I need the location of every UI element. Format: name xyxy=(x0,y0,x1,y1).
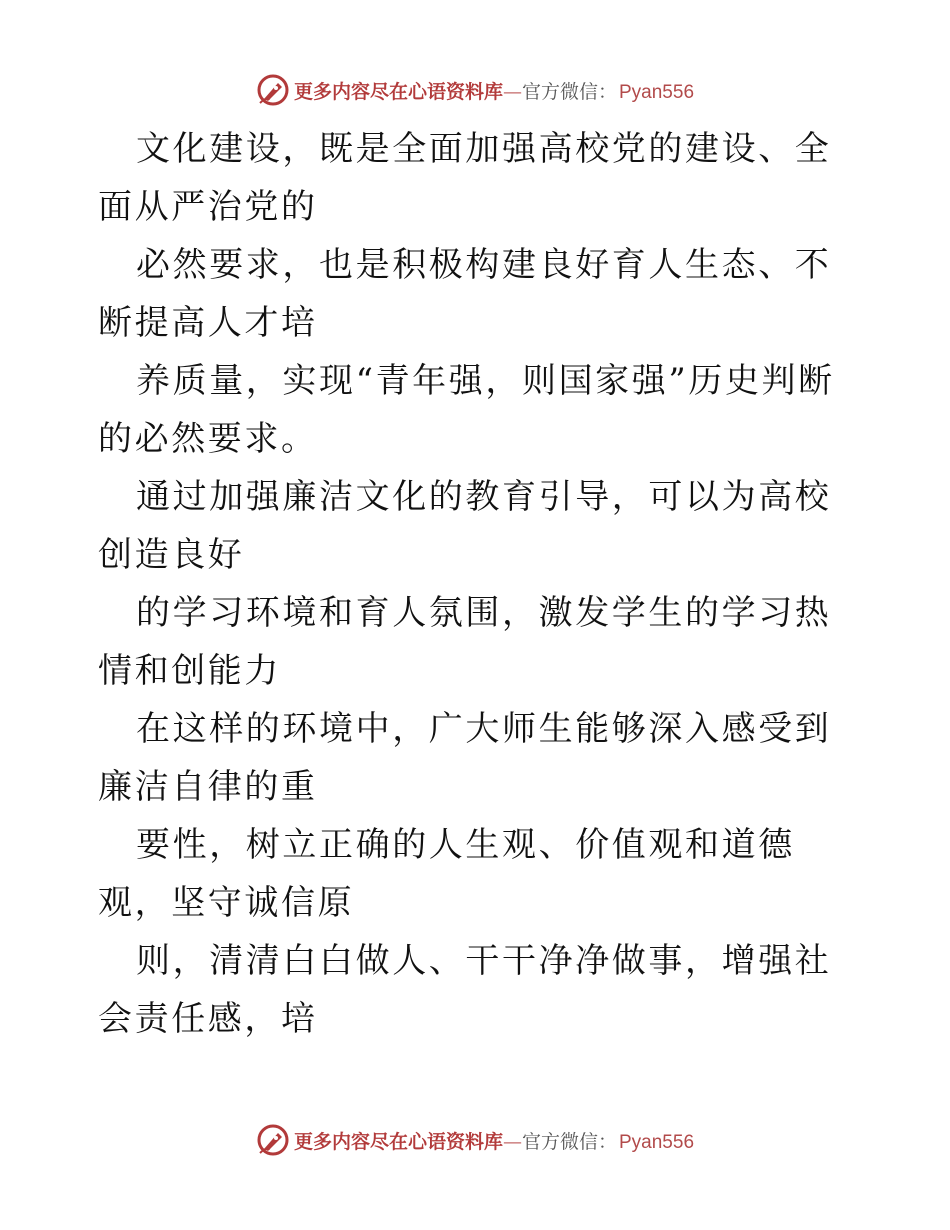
header-banner xyxy=(0,70,950,110)
document-body xyxy=(98,120,858,1048)
header-brand-text: 更多内容尽在心语资料库 xyxy=(293,80,503,103)
header-official-label: 官方微信： xyxy=(521,80,617,103)
footer-official-label: 官方微信： xyxy=(521,1130,617,1153)
paragraph: 的学习环境和育人氛围，激发学生的学习热情和创能力 xyxy=(98,593,832,691)
pen-nib-logo-icon xyxy=(256,73,290,107)
footer-dash: — xyxy=(502,1130,522,1153)
paragraph: 养质量，实现“青年强，则国家强”历史判断的必然要求。 xyxy=(98,361,835,459)
paragraph: 则，清清白白做人、干干净净做事，增强社会责任感，培 xyxy=(98,941,832,1039)
header-dash: — xyxy=(502,80,522,103)
paragraph: 在这样的环境中，广大师生能够深入感受到廉洁自律的重 xyxy=(98,709,832,807)
footer-banner xyxy=(0,1120,950,1160)
pen-nib-logo-icon xyxy=(256,1123,290,1157)
paragraph: 通过加强廉洁文化的教育引导，可以为高校创造良好 xyxy=(98,477,832,575)
paragraph: 必然要求，也是积极构建良好育人生态、不断提高人才培 xyxy=(98,245,832,343)
paragraph: 文化建设，既是全面加强高校党的建设、全面从严治党的 xyxy=(98,129,832,227)
header-account-id: Pyan556 xyxy=(619,81,695,103)
footer-account-id: Pyan556 xyxy=(619,1131,695,1153)
header-banner-text xyxy=(294,77,694,104)
footer-brand-text: 更多内容尽在心语资料库 xyxy=(293,1130,503,1153)
paragraph: 要性，树立正确的人生观、价值观和道德观，坚守诚信原 xyxy=(98,825,795,923)
footer-banner-text xyxy=(294,1127,694,1154)
